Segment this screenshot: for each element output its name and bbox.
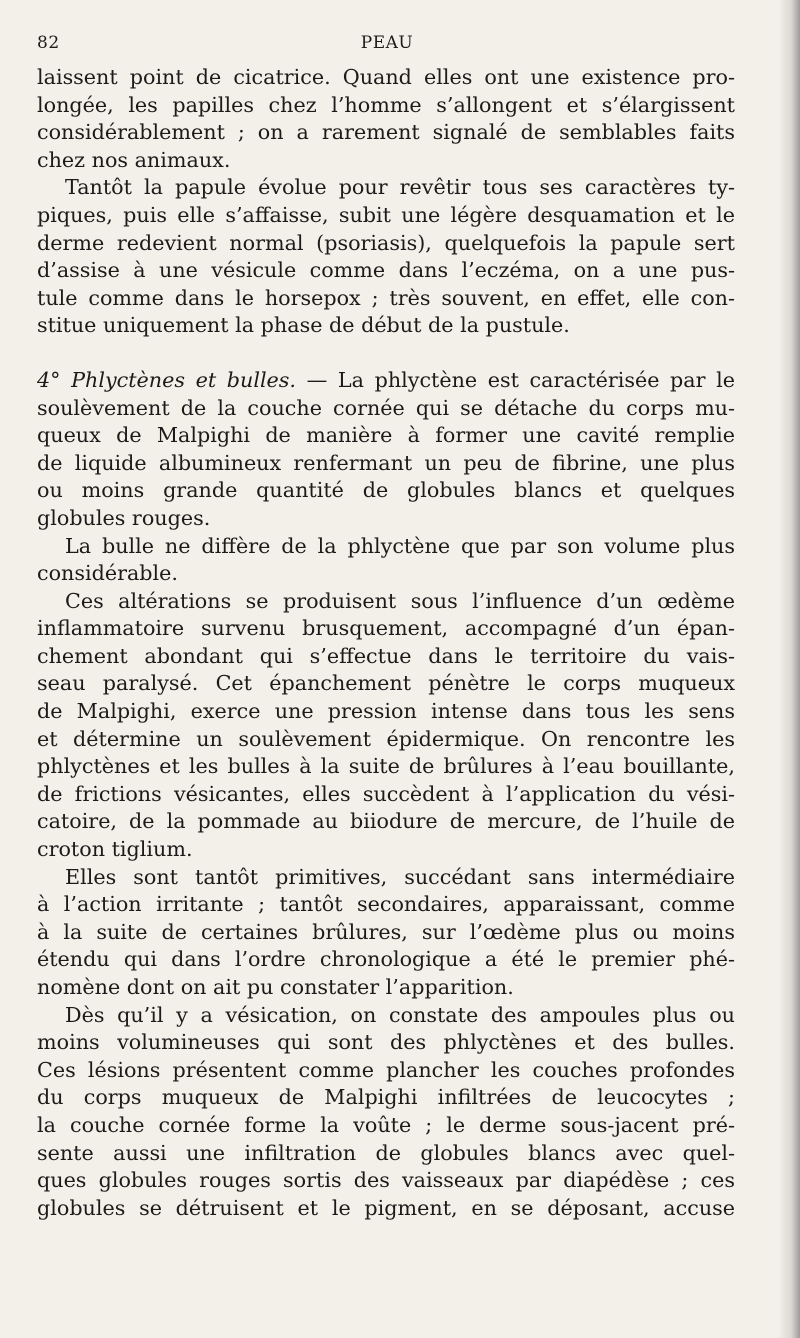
page-header [37, 33, 737, 57]
text-line: ques globules rouges sortis des vaisseaux par diapédèse ; ces [37, 1168, 735, 1193]
body-text [37, 64, 735, 1222]
text-line: catoire, de la pommade au biiodure de mercure, de l’huile de [37, 809, 735, 834]
text-line: laissent point de cicatrice. Quand elles ont une existence pro- [37, 65, 735, 89]
paragraph [37, 588, 735, 864]
text-line: Ces altérations se produisent sous l’influence d’un œdème [65, 588, 735, 613]
paragraph [37, 533, 735, 588]
paragraph [37, 64, 735, 174]
text-line: considérable. [37, 561, 178, 586]
text-line: piques, puis elle s’affaisse, subit une légère desquamation et le [37, 202, 735, 227]
text-line: globules se détruisent et le pigment, en se déposant, accuse [37, 1195, 735, 1220]
text-line: de Malpighi, exerce une pression intense dans tous les sens [37, 699, 735, 724]
text-line: nomène dont on ait pu constater l’apparition. [37, 975, 514, 999]
section-heading: 4° Phlyctènes et bulles. [37, 367, 296, 392]
text-line: sente aussi une infiltration de globules blancs avec quel- [37, 1140, 735, 1165]
paragraph [37, 1002, 735, 1223]
text-line: Ces lésions présentent comme plancher les couches profondes [37, 1057, 735, 1082]
text-line: seau paralysé. Cet épanchement pénètre le corps muqueux [37, 671, 735, 696]
running-title: PEAU [360, 33, 414, 53]
paragraph [37, 367, 735, 533]
text-line: et détermine un soulèvement épidermique. On rencontre les [37, 726, 735, 751]
text-line: moins volumineuses qui sont des phlyctènes et des bulles. [37, 1030, 735, 1055]
text-line: tule comme dans le horsepox ; très souvent, en effet, elle con- [37, 285, 735, 310]
text-line: étendu qui dans l’ordre chronologique a été le premier phé- [37, 947, 735, 972]
text-line: à l’action irritante ; tantôt secondaires, apparaissant, comme [37, 892, 735, 917]
text-line: stitue uniquement la phase de début de la pustule. [37, 313, 570, 338]
text-line: de frictions vésicantes, elles succèdent à l’application du vési- [37, 781, 735, 806]
section-gap [37, 340, 735, 367]
text-line: ou moins grande quantité de globules blancs et quelques [37, 478, 735, 503]
text-line: d’assise à une vésicule comme dans l’eczéma, on a une pus- [37, 258, 735, 283]
text-line: de liquide albumineux renfermant un peu de fibrine, une plus [37, 450, 735, 475]
text-line: considérablement ; on a rarement signalé de semblables faits [37, 120, 735, 145]
text-line: derme redevient normal (psoriasis), quelquefois la papule sert [37, 230, 735, 255]
text-fragment: — La phlyctène est caractérisée par le [306, 367, 735, 392]
text-line: à la suite de certaines brûlures, sur l’œdème plus ou moins [37, 919, 735, 944]
page-edge-shadow [778, 0, 800, 1338]
text-line: du corps muqueux de Malpighi infiltrées de leucocytes ; [37, 1085, 735, 1110]
text-line: soulèvement de la couche cornée qui se détache du corps mu- [37, 395, 735, 420]
text-line: inflammatoire survenu brusquement, accompagné d’un épan- [37, 616, 735, 641]
text-line: globules rouges. [37, 505, 211, 530]
text-line: longée, les papilles chez l’homme s’allongent et s’élargissent [37, 92, 735, 117]
text-line: phlyctènes et les bulles à la suite de brûlures à l’eau bouillante, [37, 754, 735, 779]
paragraph [37, 864, 735, 1002]
paragraph [37, 174, 735, 340]
text-line: Elles sont tantôt primitives, succédant sans intermédiaire [65, 864, 735, 889]
text-line: Tantôt la papule évolue pour revêtir tous ses caractères ty- [65, 175, 735, 200]
text-line [37, 367, 735, 395]
text-line: queux de Malpighi de manière à former une cavité remplie [37, 423, 735, 448]
text-line: chement abondant qui s’effectue dans le territoire du vais- [37, 643, 735, 668]
text-line: chez nos animaux. [37, 147, 231, 172]
text-line: croton tiglium. [37, 837, 193, 862]
text-line: La bulle ne diffère de la phlyctène que par son volume plus [65, 533, 735, 558]
page-number: 82 [37, 33, 60, 53]
text-line: Dès qu’il y a vésication, on constate des ampoules plus ou [65, 1002, 735, 1027]
text-line: la couche cornée forme la voûte ; le derme sous-jacent pré- [37, 1112, 735, 1137]
